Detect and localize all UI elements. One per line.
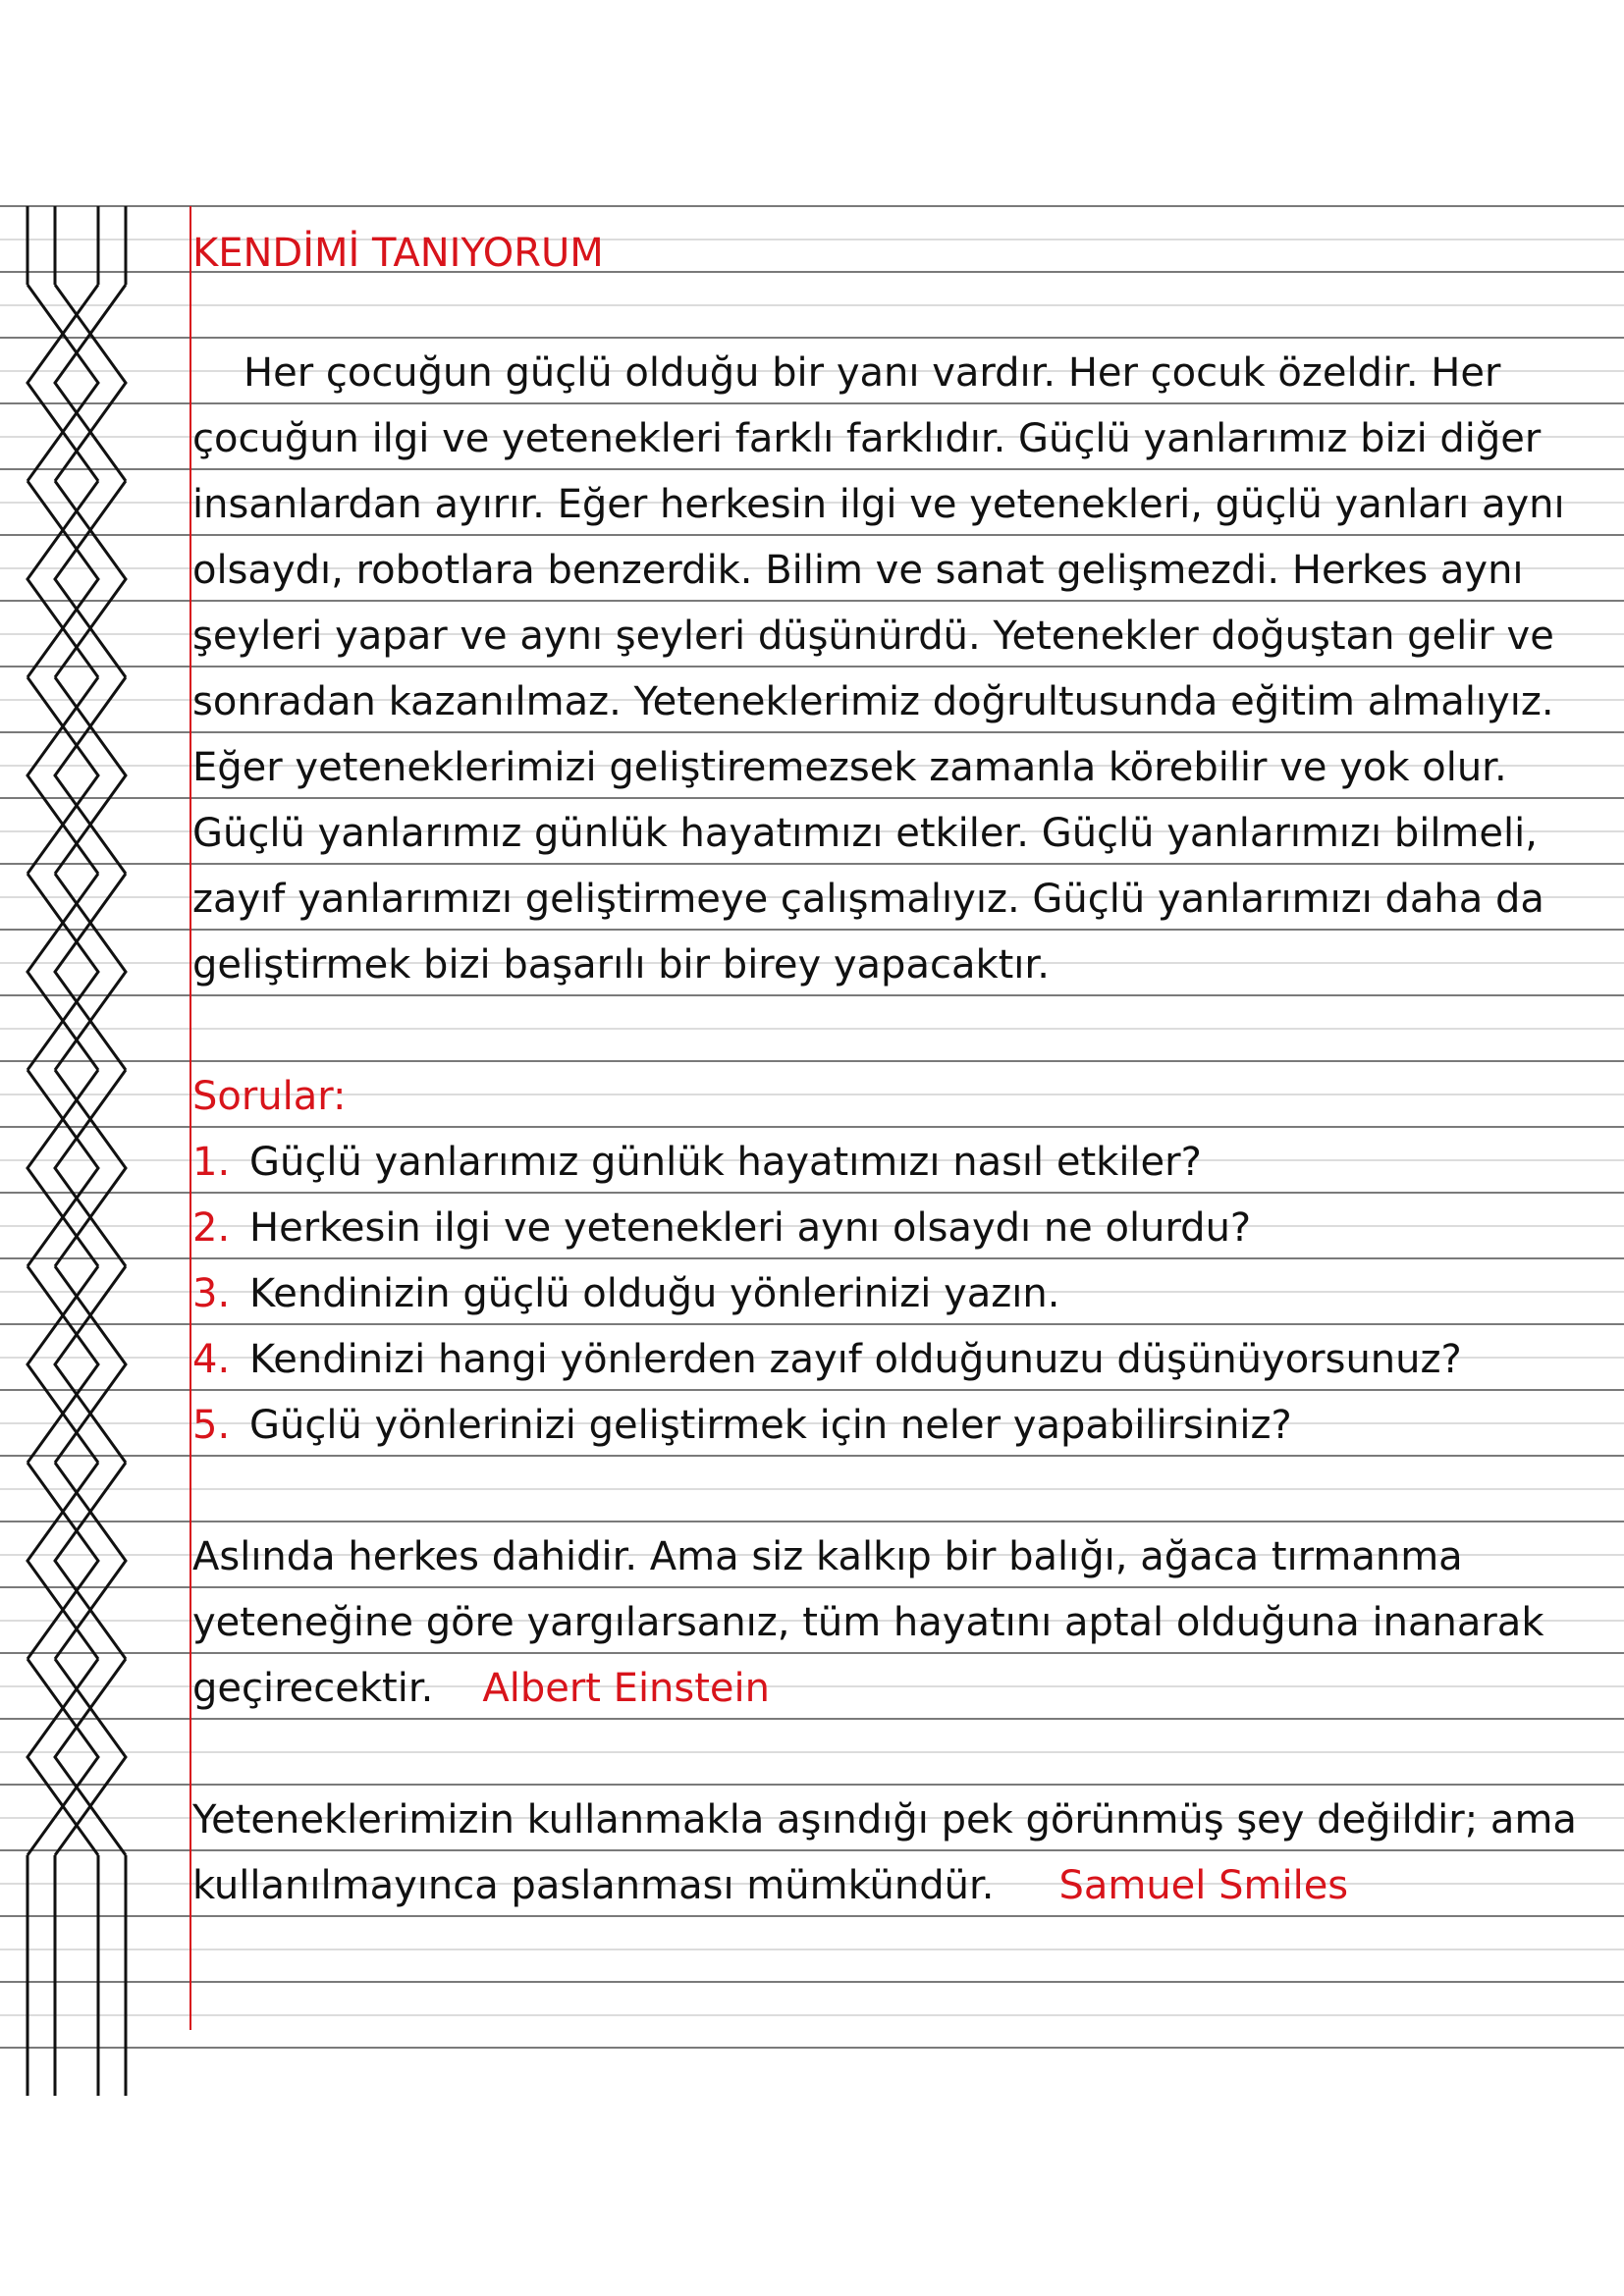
quote-line: [192, 1853, 1597, 1919]
quote-line: [192, 1656, 1597, 1722]
quote-line: Yeteneklerimizin kullanmakla aşındığı pek görünmüş şey değildir; ama: [192, 1797, 1577, 1842]
question-text: Güçlü yönlerinizi geliştirmek için neler yapabilirsiniz?: [249, 1403, 1292, 1448]
braid-path: [27, 206, 126, 2096]
paragraph-line: Her çocuğun güçlü olduğu bir yanı vardır. Her çocuk özeldir. Her: [244, 350, 1501, 396]
paragraph-line: sonradan kazanılmaz. Yeteneklerimiz doğrultusunda eğitim almalıyız.: [192, 679, 1554, 724]
paragraph-line: Eğer yeteneklerimizi geliştiremezsek zamanla körebilir ve yok olur.: [192, 745, 1507, 790]
question-text: Kendinizin güçlü olduğu yönlerinizi yazın.: [249, 1271, 1060, 1316]
question-number: 4.: [192, 1337, 231, 1382]
paragraph-line: şeyleri yapar ve aynı şeyleri düşünürdü. Yetenekler doğuştan gelir ve: [192, 614, 1554, 659]
questions-heading: Sorular:: [192, 1074, 347, 1119]
quote-author: Albert Einstein: [482, 1666, 770, 1711]
question-item: [192, 1393, 1597, 1459]
page-title: KENDİMİ TANIYORUM: [192, 231, 604, 276]
question-item: [192, 1196, 1597, 1261]
quote-line-text: geçirecektir.: [192, 1666, 434, 1711]
paragraph-line: Güçlü yanlarımız günlük hayatımızı etkiler. Güçlü yanlarımızı bilmeli,: [192, 811, 1538, 856]
question-item: [192, 1130, 1597, 1196]
braid-border-decoration: [27, 206, 126, 2096]
question-text: Herkesin ilgi ve yetenekleri aynı olsaydı ne olurdu?: [249, 1205, 1252, 1251]
question-number: 5.: [192, 1403, 231, 1448]
question-text: Kendinizi hangi yönlerden zayıf olduğunuzu düşünüyorsunuz?: [249, 1337, 1462, 1382]
paragraph-line: çocuğun ilgi ve yetenekleri farklı farklıdır. Güçlü yanlarımız bizi diğer: [192, 416, 1542, 461]
question-number: 3.: [192, 1271, 231, 1316]
question-text: Güçlü yanlarımız günlük hayatımızı nasıl etkiler?: [249, 1140, 1202, 1185]
paragraph-line: geliştirmek bizi başarılı bir birey yapacaktır.: [192, 942, 1050, 988]
question-number: 2.: [192, 1205, 231, 1251]
question-item: [192, 1261, 1597, 1327]
quote-line-text: kullanılmayınca paslanması mümkündür.: [192, 1863, 995, 1908]
paragraph-line: insanlardan ayırır. Eğer herkesin ilgi ve yetenekleri, güçlü yanları aynı: [192, 482, 1565, 527]
question-item: [192, 1327, 1597, 1393]
question-number: 1.: [192, 1140, 231, 1185]
quote-author: Samuel Smiles: [1058, 1863, 1349, 1908]
paragraph-line: olsaydı, robotlara benzerdik. Bilim ve sanat gelişmezdi. Herkes aynı: [192, 548, 1524, 593]
quote-line: Aslında herkes dahidir. Ama siz kalkıp bir balığı, ağaca tırmanma: [192, 1534, 1463, 1579]
quote-line: yeteneğine göre yargılarsanız, tüm hayatını aptal olduğuna inanarak: [192, 1600, 1544, 1645]
paragraph-line: zayıf yanlarımızı geliştirmeye çalışmalıyız. Güçlü yanlarımızı daha da: [192, 877, 1544, 922]
